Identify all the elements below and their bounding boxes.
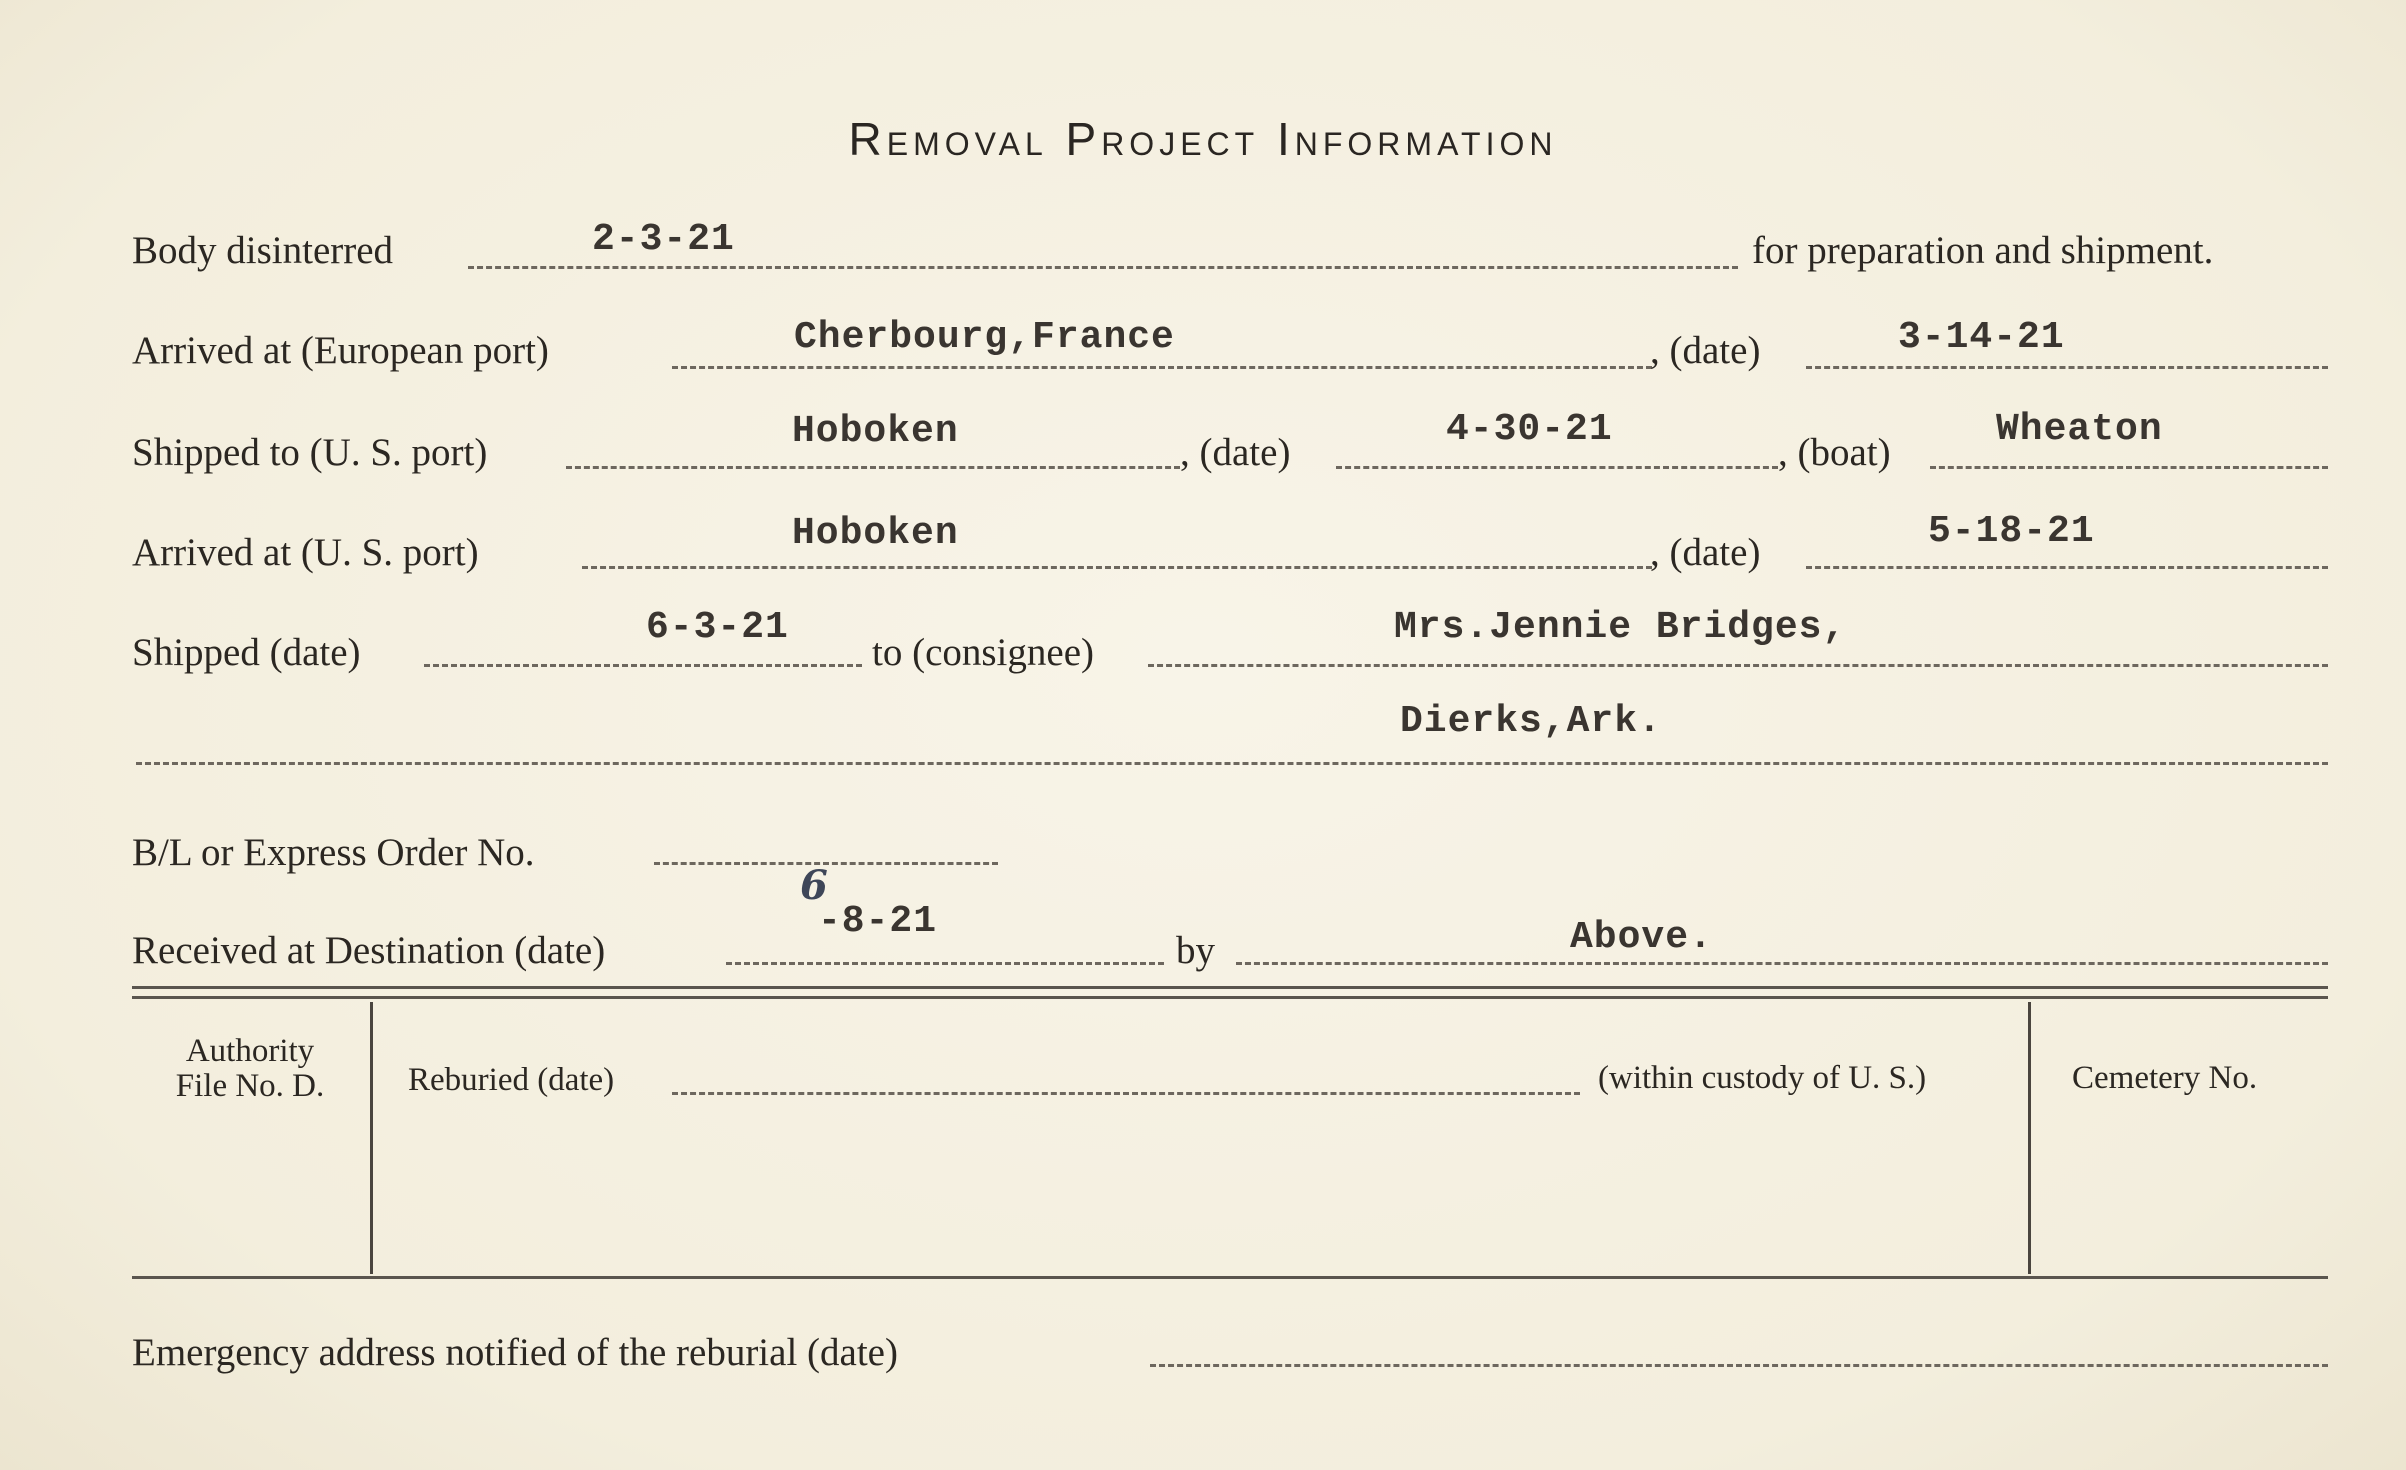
shipped-us-line	[566, 466, 1180, 469]
received-label: Received at Destination (date)	[132, 929, 606, 972]
consignee-address-line	[136, 762, 2328, 765]
card-title: Removal Project Information	[848, 113, 1558, 165]
column-divider-left	[370, 1002, 373, 1274]
arrived-europe-label: Arrived at (European port)	[132, 329, 549, 372]
authority-label: Authority	[185, 1033, 315, 1069]
bl-label: B/L or Express Order No.	[132, 831, 535, 874]
authority-file-label	[150, 1034, 350, 1103]
shipped-us-date-value: 4-30-21	[1446, 408, 1613, 451]
shipped-us-date-line	[1336, 466, 1778, 469]
consignee-address-value: Dierks,Ark.	[1400, 700, 1662, 743]
consignee-line	[1148, 664, 2328, 667]
arrived-europe-date-value: 3-14-21	[1898, 316, 2065, 359]
boat-line	[1930, 466, 2328, 469]
bottom-rule	[132, 1276, 2328, 1279]
arrived-europe-line	[672, 366, 1652, 369]
reburied-line	[672, 1092, 1580, 1095]
received-date-value: -8-21	[818, 900, 938, 943]
consignee-name-value: Mrs.Jennie Bridges,	[1394, 606, 1847, 649]
shipped-date-label: Shipped (date)	[132, 631, 361, 674]
arrived-us-line	[582, 566, 1652, 569]
shipped-date-value: 6-3-21	[646, 606, 789, 649]
column-divider-right	[2028, 1002, 2031, 1274]
arrived-europe-date-line	[1806, 366, 2328, 369]
file-no-label: File No. D.	[175, 1067, 325, 1104]
shipped-us-date-label: , (date)	[1180, 431, 1291, 474]
arrived-us-label: Arrived at (U. S. port)	[132, 531, 479, 574]
us-port-value: Hoboken	[792, 410, 959, 453]
received-date-line	[726, 962, 1164, 965]
disinterred-line	[468, 266, 1738, 269]
disinterred-label: Body disinterred	[132, 229, 394, 272]
custody-label: (within custody of U. S.)	[1598, 1060, 1927, 1096]
shipped-date-line	[424, 664, 862, 667]
section-divider-bottom	[132, 996, 2328, 999]
section-divider-top	[132, 986, 2328, 989]
disinterred-date-value: 2-3-21	[592, 218, 735, 261]
arrived-europe-date-label: , (date)	[1650, 329, 1761, 372]
reburied-label: Reburied (date)	[408, 1062, 615, 1098]
received-by-line	[1236, 962, 2328, 965]
shipped-us-label: Shipped to (U. S. port)	[132, 431, 488, 474]
arrived-us-date-line	[1806, 566, 2328, 569]
arrived-us-date-value: 5-18-21	[1928, 510, 2095, 553]
emergency-label: Emergency address notified of the reburial (date)	[132, 1331, 898, 1374]
consignee-label: to (consignee)	[872, 631, 1095, 674]
received-by-value: Above.	[1570, 916, 1713, 959]
received-date-correction: 6	[800, 862, 828, 909]
arrived-us-date-label: , (date)	[1650, 531, 1761, 574]
emergency-line	[1150, 1364, 2328, 1367]
european-port-value: Cherbourg,France	[794, 316, 1175, 359]
disinterred-suffix: for preparation and shipment.	[1752, 229, 2214, 272]
received-by-label: by	[1176, 929, 1215, 972]
cemetery-no-label: Cemetery No.	[2072, 1060, 2258, 1096]
boat-value: Wheaton	[1996, 408, 2163, 451]
arrived-us-port-value: Hoboken	[792, 512, 959, 555]
boat-label: , (boat)	[1778, 431, 1891, 474]
